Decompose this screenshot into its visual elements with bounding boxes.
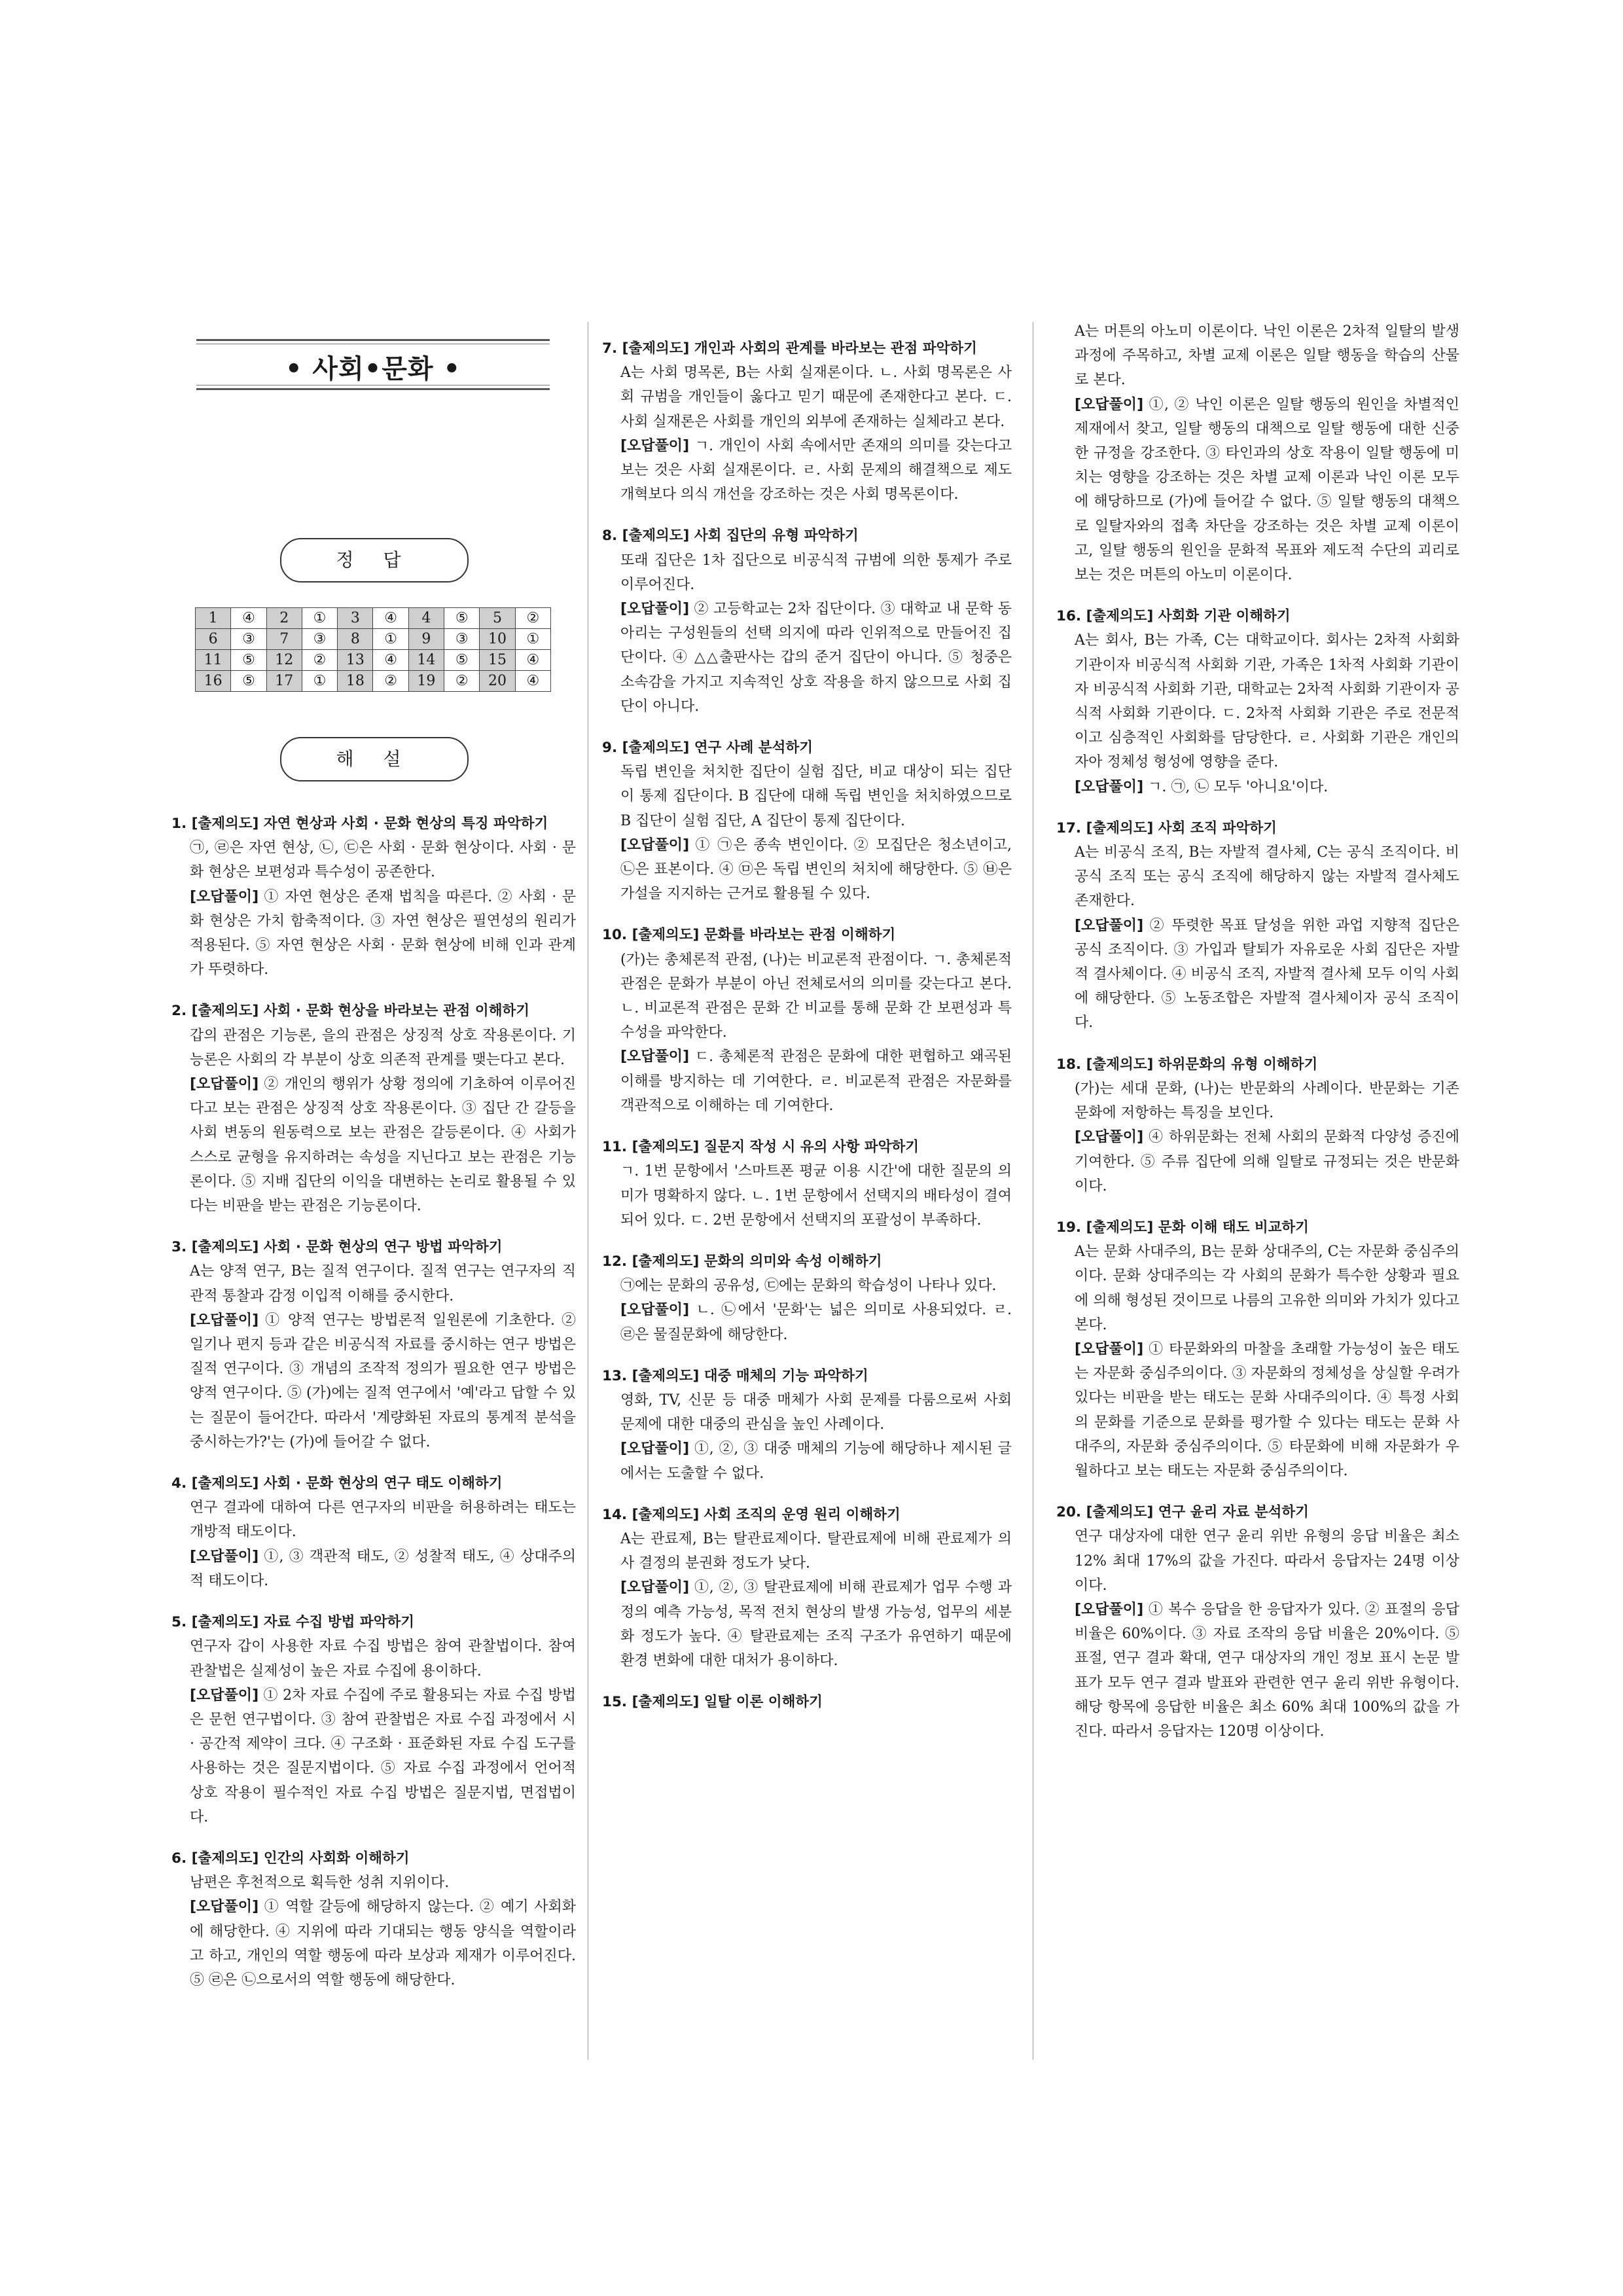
item-number: 6. (171, 1850, 187, 1867)
item-spacer (602, 507, 1012, 518)
item-body: 연구 대상자에 대한 연구 윤리 위반 유형의 응답 비율은 최소 12% 최대 17%의 값을 가진다. 따라서 응답자는 24명 이상이다. (1075, 1528, 1459, 1594)
item-heading (602, 524, 1012, 548)
item-title: [출제의도] 일탈 이론 이해하기 (632, 1694, 823, 1711)
wrong-answer-tag: [오답풀이] (620, 1049, 690, 1066)
explanation-item (602, 1135, 1012, 1232)
item-body: ㉠에는 문화의 공유성, ㉢에는 문화의 학습성이 나타나 있다. (620, 1278, 997, 1295)
wrong-answer-tag: [오답풀이] (1075, 1340, 1144, 1357)
item-title: [출제의도] 문화를 바라보는 관점 이해하기 (632, 927, 896, 944)
item-heading (602, 1135, 1012, 1159)
item-body: ㄱ. 1번 문항에서 '스마트폰 평균 이용 시간'에 대한 질문의 의미가 명확하지 않다. ㄴ. 1번 문항에서 선택지의 배타성이 결여되어 있다. ㄷ. 2번 문항에서 선택지의 포괄성이 부족하다. (620, 1163, 1012, 1229)
item-title: [출제의도] 문화의 의미와 속성 이해하기 (632, 1253, 882, 1270)
item-number: 20. (1056, 1504, 1082, 1521)
question-number: 1 (196, 608, 231, 629)
item-body: A는 관료제, B는 탈관료제이다. 탈관료제에 비해 관료제가 의사 결정의 분권화 정도가 낮다. (620, 1530, 1012, 1572)
answer-cell: ① (302, 608, 337, 629)
explanation-item (602, 1503, 1012, 1673)
item-number: 9. (602, 740, 618, 757)
wrong-answer-text: ㄷ. 총체론적 관점은 문화에 대한 편협하고 왜곡된 이해를 방지하는 데 기여한다. ㄹ. 비교론적 관점은 자문화를 객관적으로 이해하는 데 기여한다. (620, 1049, 1012, 1114)
wrong-answer-tag: [오답풀이] (620, 1579, 690, 1596)
wrong-answer-text: ㄱ. 개인이 사회 속에서만 존재의 의미를 갖는다고 보는 것은 사회 실재론이다. ㄹ. 사회 문제의 해결책으로 제도 개혁보다 의식 개선을 강조하는 것은 사회 명목론이다. (620, 437, 1012, 503)
wrong-answer-tag: [오답풀이] (620, 1302, 690, 1319)
item-spacer (1056, 1198, 1459, 1210)
wrong-answer-text: ㄱ. ㉠, ㉡ 모두 '아니요'이다. (1148, 778, 1329, 795)
item-title: [출제의도] 대중 매체의 기능 파악하기 (632, 1367, 868, 1384)
explanation-item (171, 812, 576, 982)
answer-cell: ④ (373, 650, 408, 671)
item-title: [출제의도] 자료 수집 방법 파악하기 (191, 1614, 415, 1631)
item-spacer (1056, 1035, 1459, 1047)
item-number: 18. (1056, 1056, 1082, 1073)
wrong-answer-text: ①, ②, ③ 탈관료제에 비해 관료제가 업무 수행 과정의 예측 가능성, 목적 전치 현상의 발생 가능성, 업무의 세분화 정도가 높다. ④ 탈관료제는 조직 구조가 유연하기 때문에 환경 변화에 대한 대처가 용이하다. (620, 1579, 1012, 1669)
explanation-item (602, 1364, 1012, 1486)
item-spacer (171, 1593, 576, 1605)
question-number: 10 (480, 629, 515, 650)
item-wrong-answer (1056, 914, 1459, 1035)
item-number: 7. (602, 340, 618, 357)
item-body: A는 사회 명목론, B는 사회 실재론이다. ㄴ. 사회 명목론은 사회 규범을 개인들이 옳다고 믿기 때문에 존재한다고 본다. ㄷ. 사회 실재론은 사회를 개인의 외부에 존재하는 실체라고 본다. (620, 365, 1012, 430)
item-spacer (602, 719, 1012, 730)
answer-cell: ③ (302, 629, 337, 650)
explanation-item (171, 999, 576, 1218)
question-number: 16 (196, 671, 231, 692)
item-spacer (171, 1454, 576, 1466)
column-1 (171, 319, 577, 1988)
answer-cell: ⑤ (231, 650, 266, 671)
question-number: 5 (480, 608, 515, 629)
wrong-answer-tag: [오답풀이] (620, 437, 690, 454)
item-number: 16. (1056, 608, 1082, 625)
item-number: 15. (602, 1694, 628, 1711)
wrong-answer-tag: [오답풀이] (620, 836, 690, 853)
answer-cell: ⑤ (444, 608, 480, 629)
item-body: 연구자 갑이 사용한 자료 수집 방법은 참여 관찰법이다. 참여 관찰법은 실제성이 높은 자료 수집에 용이하다. (190, 1638, 576, 1679)
item-heading (171, 812, 576, 836)
item-spacer (602, 1486, 1012, 1498)
item-wrong-answer (602, 434, 1012, 507)
question-number: 11 (196, 650, 231, 671)
wrong-answer-tag: [오답풀이] (1075, 917, 1144, 934)
item-wrong-answer (171, 1895, 576, 1992)
wrong-answer-text: ①, ② 낙인 이론은 일탈 행동의 원인을 차별적인 제재에서 찾고, 일탈 행동의 대책으로 일탈 행동에 대한 신중한 규정을 강조한다. ③ 타인과의 상호 작용이 일탈 행동에 미치는 영향을 강조하는 것은 차별 교제 이론과 낙인 이론 모두에 해당하므로 (가)에 들어갈 수 없다. ⑤ 일탈 행동의 대책으로 일탈자와의 접촉 차단을 강조하는 것은 차별 교제 이론이고, 일탈 행동의 원인을 문화적 목표와 제도적 수단의 괴리로 보는 것은 머튼의 아노미 이론이다. (1075, 396, 1460, 584)
item-spacer (602, 1347, 1012, 1359)
explanation-item (1056, 319, 1459, 587)
explanation-item (1056, 816, 1459, 1035)
item-title: [출제의도] 사회 집단의 유형 파악하기 (622, 528, 859, 545)
item-title: [출제의도] 사회 · 문화 현상의 연구 태도 이해하기 (191, 1475, 503, 1492)
question-number: 8 (338, 629, 373, 650)
item-wrong-answer (602, 1437, 1012, 1485)
wrong-answer-text: ① 타문화와의 마찰을 초래할 가능성이 높은 태도는 자문화 중심주의이다. ③ 자문화의 정체성을 상실할 우려가 있다는 비판을 받는 태도는 문화 사대주의이다. ④ 특정 사회의 문화를 기준으로 문화를 평가할 수 있다는 태도는 문화 사대주의, 자문화 중심주의이다. ⑤ 타문화에 비해 자문화가 우월하다고 보는 태도는 자문화 중심주의이다. (1075, 1340, 1459, 1479)
column-2 (602, 319, 1012, 1726)
item-number: 13. (602, 1367, 628, 1384)
question-number: 3 (338, 608, 373, 629)
item-wrong-answer (602, 597, 1012, 719)
item-body: A는 양적 연구, B는 질적 연구이다. 질적 연구는 연구자의 직관적 통찰과 감정 이입적 이해를 중시한다. (190, 1263, 576, 1304)
item-wrong-answer (1056, 1337, 1459, 1483)
explanation-item (1056, 1215, 1459, 1483)
item-body: 갑의 관점은 기능론, 을의 관점은 상징적 상호 작용론이다. 기능론은 사회의 각 부분이 상호 의존적 관계를 맺는다고 본다. (190, 1027, 576, 1068)
explanation-item (171, 1235, 576, 1454)
item-heading (602, 1690, 1012, 1714)
item-heading (171, 1846, 576, 1871)
item-number: 10. (602, 927, 628, 944)
item-heading (602, 736, 1012, 760)
wrong-answer-text: ② 개인의 행위가 상황 정의에 기초하여 이루어진다고 보는 관점은 상징적 상호 작용론이다. ③ 집단 간 갈등을 사회 변동의 원동력으로 보는 관점은 갈등론이다. ④ 사회가 스스로 균형을 유지하려는 속성을 지닌다고 보는 관점은 기능론이다. ⑤ 지배 집단의 이익을 대변하는 논리로 활용될 수 있다는 비판을 받는 관점은 기능론이다. (190, 1076, 576, 1215)
item-heading (602, 1503, 1012, 1527)
explanation-item (602, 1249, 1012, 1347)
explanation-item (1056, 1052, 1459, 1198)
answer-cell: ③ (231, 629, 266, 650)
item-body: A는 문화 사대주의, B는 문화 상대주의, C는 자문화 중심주의이다. 문화 상대주의는 각 사회의 문화가 특수한 상황과 필요에 의해 형성된 것이므로 나름의 고유한 의미와 가치가 있다고 본다. (1075, 1244, 1459, 1333)
answer-cell: ④ (515, 650, 550, 671)
item-spacer (1056, 1483, 1459, 1495)
item-spacer (1056, 587, 1459, 599)
wrong-answer-text: ② 뚜렷한 목표 달성을 위한 과업 지향적 집단은 공식 조직이다. ③ 가입과 탈퇴가 자유로운 사회 집단은 자발적 결사체이다. ④ 비공식 조직, 자발적 결사체 모두 이익 사회에 해당한다. ⑤ 노동조합은 자발적 결사체이자 공식 조직이다. (1075, 917, 1459, 1031)
question-number: 18 (338, 671, 373, 692)
item-title: [출제의도] 인간의 사회화 이해하기 (191, 1850, 410, 1867)
item-number: 8. (602, 528, 618, 545)
item-number: 1. (171, 816, 187, 832)
answer-cell: ⑤ (231, 671, 266, 692)
wrong-answer-tag: [오답풀이] (1075, 778, 1144, 795)
wrong-answer-text: ① ㉠은 종속 변인이다. ② 모집단은 청소년이고, ㉡은 표본이다. ④ ㉤은 독립 변인의 처치에 해당한다. ⑤ ㉥은 가설을 지지하는 근거로 활용될 수 있다. (620, 836, 1012, 903)
item-heading (602, 336, 1012, 361)
item-spacer (171, 982, 576, 994)
answer-cell: ② (515, 608, 550, 629)
item-heading (171, 999, 576, 1023)
item-number: 17. (1056, 819, 1082, 836)
item-title: [출제의도] 연구 윤리 자료 분석하기 (1086, 1504, 1309, 1521)
item-number: 5. (171, 1614, 187, 1631)
answer-cell: ④ (373, 608, 408, 629)
item-body: (가)는 총체론적 관점, (나)는 비교론적 관점이다. ㄱ. 총체론적 관점은 문화가 부분이 아닌 전체로서의 의미를 갖는다고 본다. ㄴ. 비교론적 관점은 문화 간 비교를 통해 문화 간 보편성과 특수성을 파악한다. (620, 951, 1012, 1041)
item-body: A는 머튼의 아노미 이론이다. 낙인 이론은 2차적 일탈의 발생 과정에 주목하고, 차별 교제 이론은 일탈 행동을 학습의 산물로 본다. (1075, 323, 1459, 389)
wrong-answer-text: ① 자연 현상은 존재 법칙을 따른다. ② 사회 · 문화 현상은 가치 함축적이다. ③ 자연 현상은 필연성의 원리가 적용된다. ⑤ 자연 현상은 사회 · 문화 현상에 비해 인과 관계가 뚜렷하다. (190, 888, 576, 978)
item-heading (602, 1249, 1012, 1274)
explanation-item (1056, 1500, 1459, 1744)
question-number: 15 (480, 650, 515, 671)
item-number: 19. (1056, 1219, 1082, 1236)
question-number: 12 (266, 650, 302, 671)
question-number: 9 (408, 629, 444, 650)
item-number: 11. (602, 1139, 628, 1156)
item-spacer (1056, 1744, 1459, 1755)
wrong-answer-text: ① 2차 자료 수집에 주로 활용되는 자료 수집 방법은 문헌 연구법이다. ③ 참여 관찰법은 자료 수집 과정에서 시 · 공간적 제약이 크다. ④ 구조화 · 표준화된 자료 수집 도구를 사용하는 것은 질문지법이다. ⑤ 자료 수집 과정에서 언어적 상호 작용이 필수적인 자료 수집 방법은 질문지법, 면접법이다. (190, 1687, 577, 1825)
item-wrong-answer (171, 885, 576, 982)
item-body: 연구 결과에 대하여 다른 연구자의 비판을 허용하려는 태도는 개방적 태도이다. (190, 1499, 576, 1541)
explanation-item (1056, 604, 1459, 799)
wrong-answer-tag: [오답풀이] (190, 1312, 259, 1329)
wrong-answer-tag: [오답풀이] (190, 1687, 259, 1704)
item-spacer (602, 319, 1012, 331)
item-wrong-answer (1056, 393, 1459, 588)
wrong-answer-text: ① 복수 응답을 한 응답자가 있다. ② 표절의 응답 비율은 60%이다. ③ 자료 조작의 응답 비율은 20%이다. ⑤ 표절, 연구 결과 확대, 연구 대상자의 개인 정보 표시 논문 발표가 모두 연구 결과 발표와 관련한 연구 윤리 위반 유형이다. 해당 항목에 응답한 비율은 최소 60% 최대 100%의 값을 가진다. 따라서 응답자는 120명 이상이다. (1075, 1601, 1459, 1740)
item-heading (602, 1364, 1012, 1388)
item-title: [출제의도] 사회 · 문화 현상을 바라보는 관점 이해하기 (191, 1003, 530, 1020)
question-number: 13 (338, 650, 373, 671)
item-spacer (602, 1673, 1012, 1685)
item-number: 2. (171, 1003, 187, 1020)
wrong-answer-tag: [오답풀이] (1075, 396, 1144, 413)
item-title: [출제의도] 연구 사례 분석하기 (622, 740, 813, 757)
column-3 (1056, 319, 1459, 1755)
item-number: 4. (171, 1475, 187, 1492)
explanation-item (602, 736, 1012, 906)
answer-cell: ② (373, 671, 408, 692)
item-heading (1056, 816, 1459, 840)
item-heading (1056, 1215, 1459, 1240)
wrong-answer-tag: [오답풀이] (190, 1899, 259, 1916)
item-heading (1056, 604, 1459, 628)
question-number: 6 (196, 629, 231, 650)
answers-label: 정 답 (280, 538, 469, 583)
item-body: ㉠, ㉣은 자연 현상, ㉡, ㉢은 사회 · 문화 현상이다. 사회 · 문화 현상은 보편성과 특수성이 공존한다. (190, 840, 576, 881)
question-number: 17 (266, 671, 302, 692)
explanation-item (171, 1846, 577, 1988)
wrong-answer-text: ①, ③ 객관적 태도, ② 성찰적 태도, ④ 상대주의적 태도이다. (190, 1548, 576, 1589)
explanation-item (171, 1610, 576, 1829)
item-body: 독립 변인을 처치한 집단이 실험 집단, 비교 대상이 되는 집단이 통제 집단이다. B 집단에 대해 독립 변인을 처치하였으므로 B 집단이 실험 집단, A 집단이 통제 집단이다. (620, 764, 1012, 829)
item-wrong-answer (602, 1045, 1012, 1118)
wrong-answer-text: ① 양적 연구는 방법론적 일원론에 기초한다. ② 일기나 편지 등과 같은 비공식적 자료를 중시하는 연구 방법은 질적 연구이다. ③ 개념의 조작적 정의가 필요한 연구 방법은 양적 연구이다. ⑤ (가)에는 질적 연구에서 '예'라고 답할 수 있는 질문이 들어간다. 따라서 '계량화된 자료의 통계적 분석을 중시하는가?'는 (가)에 들어갈 수 없다. (190, 1312, 576, 1450)
wrong-answer-text: ④ 하위문화는 전체 사회의 문화적 다양성 증진에 기여한다. ⑤ 주류 집단에 의해 일탈로 규정되는 것은 반문화이다. (1075, 1129, 1459, 1194)
item-wrong-answer (171, 1072, 576, 1218)
item-spacer (171, 1218, 576, 1230)
item-body: 영화, TV, 신문 등 대중 매체가 사회 문제를 다룸으로써 사회 문제에 대한 대중의 관심을 높인 사례이다. (620, 1391, 1012, 1433)
item-spacer (602, 1714, 1012, 1726)
question-number: 7 (266, 629, 302, 650)
wrong-answer-tag: [오답풀이] (1075, 1601, 1144, 1618)
wrong-answer-tag: [오답풀이] (190, 888, 259, 905)
item-body: 또래 집단은 1차 집단으로 비공식적 규범에 의한 통제가 주로 이루어진다. (620, 552, 1012, 593)
item-wrong-answer (1056, 1598, 1459, 1744)
item-spacer (602, 1118, 1012, 1130)
explanation-item (171, 1471, 576, 1593)
item-heading (1056, 1500, 1459, 1524)
answer-cell: ① (515, 629, 550, 650)
explanation-item (602, 336, 1012, 507)
item-spacer (171, 1829, 576, 1841)
item-wrong-answer (171, 1683, 576, 1829)
answer-cell: ① (373, 629, 408, 650)
answer-cell: ② (444, 671, 480, 692)
item-number: 3. (171, 1239, 187, 1256)
wrong-answer-text: ① 역할 갈등에 해당하지 않는다. ② 예기 사회화에 해당한다. ④ 지위에 따라 기대되는 행동 양식을 역할이라고 하고, 개인의 역할 행동에 따라 보상과 제재가 이루어진다. ⑤ ㉣은 ㉡으로서의 역할 행동에 해당한다. (190, 1899, 577, 1988)
item-heading (171, 1235, 576, 1259)
wrong-answer-tag: [오답풀이] (1075, 1129, 1144, 1146)
item-number: 12. (602, 1253, 628, 1270)
item-title: [출제의도] 질문지 작성 시 유의 사항 파악하기 (632, 1139, 919, 1156)
item-title: [출제의도] 자연 현상과 사회 · 문화 현상의 특징 파악하기 (191, 816, 548, 832)
answer-cell: ① (302, 671, 337, 692)
wrong-answer-text: ①, ②, ③ 대중 매체의 기능에 해당하나 제시된 글에서는 도출할 수 없다. (620, 1441, 1012, 1482)
item-wrong-answer (1056, 775, 1459, 799)
item-title: [출제의도] 사회 조직의 운영 원리 이해하기 (632, 1506, 901, 1523)
question-number: 19 (408, 671, 444, 692)
item-body: A는 비공식 조직, B는 자발적 결사체, C는 공식 조직이다. 비공식 조직 또는 공식 조직에 해당하지 않는 자발적 결사체도 존재한다. (1075, 844, 1459, 910)
question-number: 4 (408, 608, 444, 629)
item-title: [출제의도] 하위문화의 유형 이해하기 (1086, 1056, 1318, 1073)
answer-cell: ⑤ (444, 650, 480, 671)
item-title: [출제의도] 문화 이해 태도 비교하기 (1086, 1219, 1309, 1236)
question-number: 14 (408, 650, 444, 671)
item-title: [출제의도] 사회 · 문화 현상의 연구 방법 파악하기 (191, 1239, 503, 1256)
item-heading (171, 1471, 576, 1496)
explanation-item (602, 524, 1012, 719)
item-body: A는 회사, B는 가족, C는 대학교이다. 회사는 2차적 사회화 기관이자 비공식적 사회화 기관, 가족은 1차적 사회화 기관이자 비공식적 사회화 기관, 대학교는 2차적 사회화 기관이자 공식적 사회화 기관이다. ㄷ. 2차적 사회화 기관은 주로 전문적이고 심층적인 사회화를 담당한다. ㄹ. 사회화 기관은 개인의 자아 정체성 형성에 영향을 준다. (1075, 632, 1459, 771)
item-heading (602, 923, 1012, 947)
item-wrong-answer (602, 1575, 1012, 1673)
item-wrong-answer (602, 1298, 1012, 1346)
wrong-answer-tag: [오답풀이] (620, 1441, 690, 1458)
explanation-item (602, 1690, 1012, 1714)
wrong-answer-tag: [오답풀이] (620, 601, 690, 618)
item-wrong-answer (171, 1308, 576, 1454)
item-title: [출제의도] 개인과 사회의 관계를 바라보는 관점 파악하기 (622, 340, 977, 357)
item-title: [출제의도] 사회 조직 파악하기 (1086, 819, 1277, 836)
item-number: 14. (602, 1506, 628, 1523)
answer-cell: ④ (231, 608, 266, 629)
item-body: (가)는 세대 문화, (나)는 반문화의 사례이다. 반문화는 기존 문화에 저항하는 특징을 보인다. (1075, 1080, 1459, 1122)
explanations-label: 해 설 (280, 737, 469, 781)
explanation-item (602, 923, 1012, 1118)
item-spacer (602, 1232, 1012, 1244)
section-title: • 사회•문화 • (285, 354, 461, 384)
item-wrong-answer (171, 1545, 576, 1593)
question-number: 20 (480, 671, 515, 692)
item-title: [출제의도] 사회화 기관 이해하기 (1086, 608, 1291, 625)
item-spacer (602, 906, 1012, 918)
item-heading (171, 1610, 576, 1634)
item-body: 남편은 후천적으로 획득한 성취 지위이다. (190, 1874, 450, 1892)
wrong-answer-text: ㄴ. ㉡에서 '문화'는 넓은 의미로 사용되었다. ㄹ. ㉣은 물질문화에 해당한다. (620, 1302, 1012, 1343)
wrong-answer-tag: [오답풀이] (190, 1076, 259, 1093)
item-wrong-answer (1056, 1125, 1459, 1198)
item-spacer (1056, 799, 1459, 811)
wrong-answer-tag: [오답풀이] (190, 1548, 259, 1565)
wrong-answer-text: ② 고등학교는 2차 집단이다. ③ 대학교 내 문학 동아리는 구성원들의 선택 의지에 따라 인위적으로 만들어진 집단이다. ④ △△출판사는 갑의 준거 집단이 아니다. ⑤ 청중은 소속감을 가지고 지속적인 상호 작용을 하지 않으므로 사회 집단이 아니다. (620, 601, 1012, 715)
answer-cell: ④ (515, 671, 550, 692)
item-wrong-answer (602, 833, 1012, 906)
item-heading (1056, 1052, 1459, 1077)
question-number: 2 (266, 608, 302, 629)
answer-cell: ③ (444, 629, 480, 650)
answer-cell: ② (302, 650, 337, 671)
